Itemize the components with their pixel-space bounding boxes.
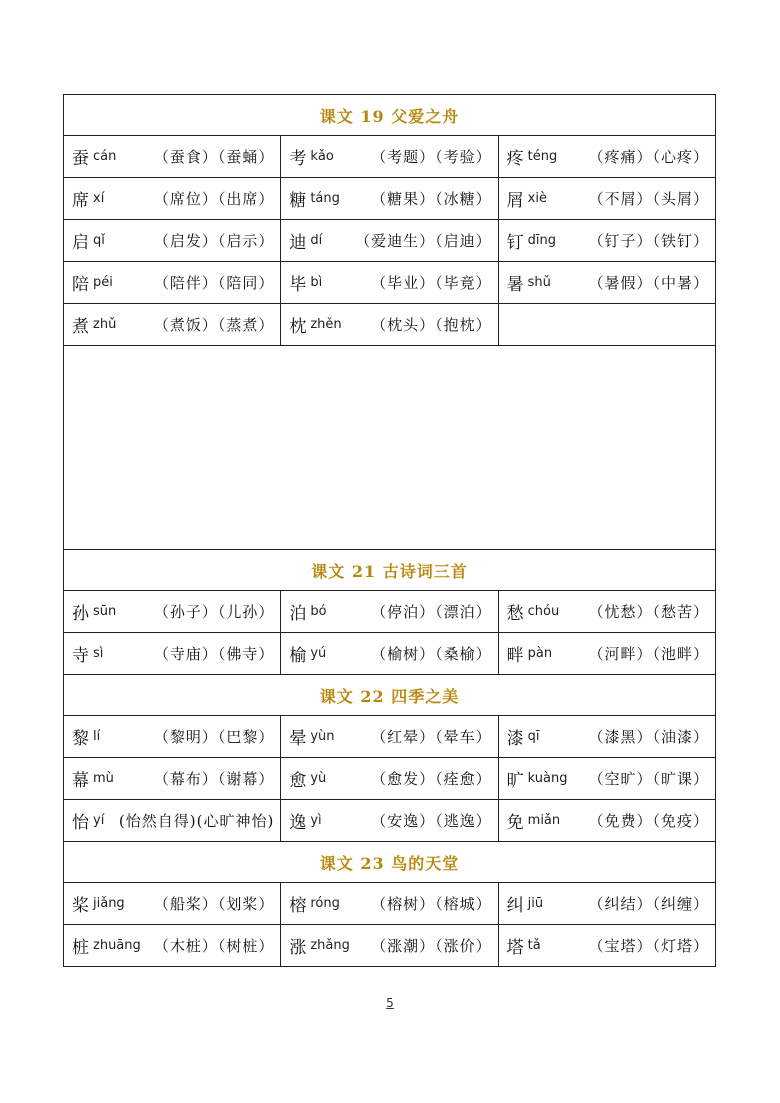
vocab-cell [281, 925, 498, 967]
vocab-cell [64, 925, 281, 967]
vocab-cell [64, 883, 281, 925]
character: 晕 [289, 729, 307, 749]
pinyin: zhuāng [93, 938, 141, 953]
character: 煮 [72, 317, 89, 337]
pinyin: zhǔ [93, 317, 117, 332]
vocab-cell [64, 716, 281, 758]
pinyin: yí [93, 813, 105, 828]
pinyin: cán [93, 149, 117, 164]
vocab-cell [499, 800, 716, 842]
word-examples: （漆黑）（油漆） [588, 728, 709, 746]
table-row [64, 883, 716, 925]
character: 启 [72, 233, 89, 253]
pinyin: yì [310, 813, 322, 828]
table-row [64, 304, 716, 346]
vocab-cell [64, 633, 281, 675]
word-examples: （宝塔）（灯塔） [588, 937, 709, 955]
word-examples: （糖果）（冰糖） [371, 190, 492, 208]
character: 迪 [289, 233, 307, 253]
char-with-pinyin [289, 599, 326, 624]
vocab-cell [281, 591, 498, 633]
vocab-cell [281, 800, 498, 842]
word-examples: （寺庙）（佛寺） [153, 645, 275, 663]
word-examples: （停泊）（漂泊） [371, 603, 492, 621]
word-examples: （钉子）（铁钉） [588, 232, 709, 250]
table-row [64, 716, 716, 758]
word-examples: （毕业）（毕竟） [371, 274, 492, 292]
pinyin: zhǎng [310, 938, 350, 953]
pinyin: bì [310, 275, 323, 290]
char-with-pinyin [72, 144, 116, 169]
character: 陪 [72, 275, 89, 295]
vocab-cell [281, 883, 498, 925]
character: 席 [72, 191, 89, 211]
word-examples: （愈发）（痊愈） [371, 770, 492, 788]
char-with-pinyin [507, 808, 560, 833]
vocab-cell [64, 758, 281, 800]
blank-area [64, 346, 716, 550]
word-examples: （不屑）（头屑） [588, 190, 709, 208]
pinyin: sì [93, 646, 104, 661]
vocab-cell [281, 136, 498, 178]
vocab-cell [64, 220, 281, 262]
char-with-pinyin [507, 766, 568, 791]
character: 漆 [506, 729, 524, 749]
word-examples: （陪伴）（陪同） [153, 274, 275, 292]
character: 疼 [506, 149, 524, 169]
word-examples: （安逸）（逃逸） [371, 812, 492, 830]
vocab-cell [64, 304, 281, 346]
vocab-cell [64, 136, 281, 178]
word-examples: （暑假）（中暑） [588, 274, 709, 292]
vocab-cell [499, 925, 716, 967]
char-with-pinyin [289, 312, 341, 337]
table-row [64, 758, 716, 800]
char-with-pinyin [507, 599, 560, 624]
character: 屑 [506, 191, 524, 211]
lesson-22-title: 课文 22 四季之美 [64, 675, 716, 716]
char-with-pinyin [507, 891, 543, 916]
lesson-19-title: 课文 19 父爱之舟 [64, 95, 716, 136]
table-row [64, 136, 716, 178]
word-examples: （煮饭）（蒸煮） [153, 316, 275, 334]
character: 愁 [506, 604, 524, 624]
char-with-pinyin [507, 144, 558, 169]
page-number: 5 [386, 996, 394, 1010]
char-with-pinyin [507, 186, 547, 211]
pinyin: péi [93, 275, 113, 290]
table-row [64, 178, 716, 220]
vocab-cell [499, 178, 716, 220]
character: 泊 [289, 604, 307, 624]
pinyin: chóu [527, 604, 560, 619]
char-with-pinyin [289, 766, 326, 791]
pinyin: kǎo [310, 149, 334, 164]
word-examples: （榆树）（桑榆） [371, 645, 492, 663]
character: 逸 [289, 813, 307, 833]
pinyin: yù [310, 771, 327, 786]
char-with-pinyin [289, 641, 326, 666]
word-examples: （河畔）（池畔） [588, 645, 709, 663]
char-with-pinyin [289, 186, 340, 211]
pinyin: lí [93, 729, 101, 744]
char-with-pinyin [289, 891, 340, 916]
pinyin: mù [93, 771, 114, 786]
pinyin: yú [310, 646, 327, 661]
char-with-pinyin [289, 270, 322, 295]
pinyin: xí [93, 191, 105, 206]
vocabulary-table [63, 94, 716, 967]
lesson-23-title: 课文 23 鸟的天堂 [64, 842, 716, 883]
vocab-cell [499, 591, 716, 633]
character: 桩 [72, 938, 89, 958]
pinyin: sūn [93, 604, 117, 619]
pinyin: róng [310, 896, 340, 911]
char-with-pinyin [507, 270, 551, 295]
word-examples: （启发）（启示） [153, 232, 275, 250]
vocab-cell [499, 262, 716, 304]
lesson-21-title: 课文 21 古诗词三首 [64, 550, 716, 591]
vocab-cell [281, 178, 498, 220]
word-examples: （黎明）（巴黎） [153, 728, 275, 746]
pinyin: bó [310, 604, 327, 619]
vocab-cell [281, 304, 498, 346]
vocab-cell [499, 758, 716, 800]
pinyin: qǐ [93, 233, 105, 248]
word-examples: （孙子）（儿孙） [153, 603, 275, 621]
table-row [64, 633, 716, 675]
char-with-pinyin [72, 228, 105, 253]
character: 怡 [72, 813, 89, 833]
pinyin: dīng [527, 233, 557, 248]
character: 黎 [72, 729, 89, 749]
pinyin: xiè [527, 191, 547, 206]
pinyin: kuàng [527, 771, 568, 786]
char-with-pinyin [289, 144, 333, 169]
char-with-pinyin [507, 933, 541, 958]
pinyin: táng [310, 191, 340, 206]
vocab-cell [499, 633, 716, 675]
character: 塔 [506, 938, 524, 958]
table-row [64, 220, 716, 262]
vocab-cell [64, 591, 281, 633]
char-with-pinyin [72, 641, 103, 666]
word-examples: （榕树）（榕城） [371, 895, 492, 913]
word-examples: （考题）（考验） [371, 148, 492, 166]
character: 考 [289, 149, 307, 169]
character: 榆 [289, 646, 307, 666]
vocab-cell [281, 220, 498, 262]
vocab-cell [499, 883, 716, 925]
vocab-cell [499, 304, 716, 346]
vocab-cell [281, 758, 498, 800]
word-examples: （爱迪生）（启迪） [355, 232, 492, 250]
vocab-cell [499, 716, 716, 758]
character: 畔 [506, 646, 524, 666]
character: 寺 [72, 646, 89, 666]
char-with-pinyin [289, 808, 321, 833]
vocab-cell [64, 800, 281, 842]
word-examples: （枕头）（抱枕） [371, 316, 492, 334]
vocab-cell [281, 633, 498, 675]
pinyin: miǎn [527, 813, 561, 828]
character: 糖 [289, 191, 307, 211]
word-examples: （席位）（出席） [153, 190, 275, 208]
table-row [64, 800, 716, 842]
word-examples: (怡然自得)(心旷神怡) [118, 812, 275, 830]
word-examples: （空旷）（旷课） [588, 770, 709, 788]
vocab-cell [499, 220, 716, 262]
char-with-pinyin [72, 808, 104, 833]
word-examples: （疼痛）（心疼） [588, 148, 709, 166]
character: 钉 [506, 233, 524, 253]
char-with-pinyin [72, 599, 116, 624]
word-examples: （木桩）（树桩） [153, 937, 275, 955]
pinyin: pàn [527, 646, 553, 661]
vocab-cell [64, 178, 281, 220]
char-with-pinyin [289, 933, 350, 958]
word-examples: （涨潮）（涨价） [371, 937, 492, 955]
char-with-pinyin [72, 891, 125, 916]
character: 幕 [72, 771, 89, 791]
character: 旷 [506, 771, 524, 791]
character: 毕 [289, 275, 307, 295]
char-with-pinyin [507, 641, 552, 666]
character: 孙 [72, 604, 89, 624]
pinyin: shǔ [527, 275, 551, 290]
pinyin: jiǎng [93, 896, 125, 911]
vocab-cell [281, 262, 498, 304]
table-row [64, 591, 716, 633]
character: 纠 [506, 896, 524, 916]
pinyin: jiū [527, 896, 544, 911]
pinyin: dí [310, 233, 323, 248]
word-examples: （蚕食）（蚕蛹） [153, 148, 275, 166]
character: 涨 [289, 938, 307, 958]
character: 暑 [506, 275, 524, 295]
word-examples: （免费）（免疫） [588, 812, 709, 830]
pinyin: yùn [310, 729, 335, 744]
character: 蚕 [72, 149, 89, 169]
vocab-cell [64, 262, 281, 304]
character: 枕 [289, 317, 307, 337]
table-row [64, 925, 716, 967]
char-with-pinyin [72, 312, 116, 337]
char-with-pinyin [289, 228, 322, 253]
char-with-pinyin [507, 724, 540, 749]
vocab-cell [281, 716, 498, 758]
word-examples: （忧愁）（愁苦） [588, 603, 709, 621]
char-with-pinyin [507, 228, 556, 253]
vocab-cell [499, 136, 716, 178]
char-with-pinyin [289, 724, 334, 749]
word-examples: （红晕）（晕车） [371, 728, 492, 746]
pinyin: tǎ [527, 938, 541, 953]
character: 愈 [289, 771, 307, 791]
table-row [64, 262, 716, 304]
word-examples: （幕布）（谢幕） [153, 770, 275, 788]
pinyin: zhěn [310, 317, 342, 332]
character: 免 [506, 813, 524, 833]
char-with-pinyin [72, 933, 141, 958]
char-with-pinyin [72, 270, 113, 295]
char-with-pinyin [72, 724, 100, 749]
pinyin: téng [527, 149, 558, 164]
pinyin: qī [527, 729, 540, 744]
word-examples: （纠结）（纠缠） [588, 895, 709, 913]
char-with-pinyin [72, 186, 104, 211]
character: 榕 [289, 896, 307, 916]
word-examples: （船桨）（划桨） [153, 895, 275, 913]
character: 桨 [72, 896, 89, 916]
char-with-pinyin [72, 766, 114, 791]
